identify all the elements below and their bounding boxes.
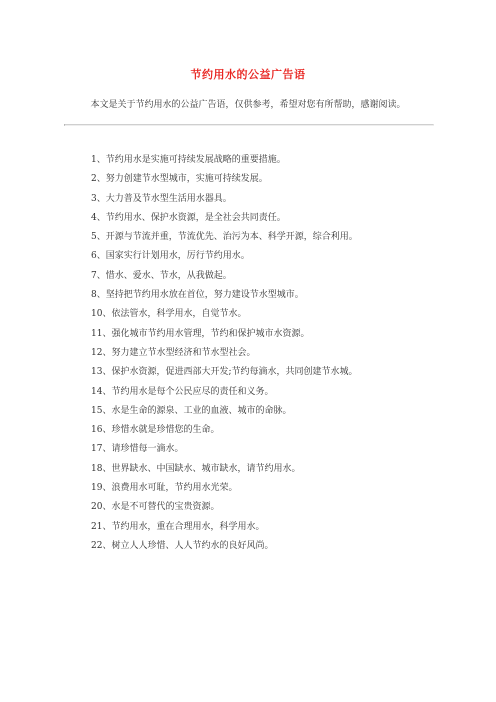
slogan-item: 15、水是生命的源泉、工业的血液、城市的命脉。 xyxy=(91,405,292,416)
slogan-item: 18、世界缺水、中国缺水、城市缺水，请节约用水。 xyxy=(91,463,301,474)
slogan-item: 1、节约用水是实施可持续发展战略的重要措施。 xyxy=(91,155,286,165)
slogan-item: 11、强化城市节约用水管理，节约和保护城市水资源。 xyxy=(91,328,310,339)
slogan-item: 17、请珍惜每一滴水。 xyxy=(91,444,184,455)
slogan-item: 22、树立人人珍惜、人人节约水的良好风尚。 xyxy=(91,540,274,551)
document-title: 节约用水的公益广告语 xyxy=(190,68,306,81)
slogan-item: 20、水是不可替代的宝贵资源。 xyxy=(91,502,220,513)
slogan-item: 19、浪费用水可耻，节约用水光荣。 xyxy=(91,483,238,494)
slogan-item: 4、节约用水、保护水资源，是全社会共同责任。 xyxy=(91,212,286,223)
slogan-item: 3、大力普及节水型生活用水器具。 xyxy=(91,193,232,204)
slogan-item: 14、节约用水是每个公民应尽的责任和义务。 xyxy=(91,386,274,397)
slogan-item: 6、国家实行计划用水，厉行节约用水。 xyxy=(91,251,250,262)
slogan-item: 12、努力建立节水型经济和节水型社会。 xyxy=(91,347,256,358)
slogan-item: 2、努力创建节水型城市，实施可持续发展。 xyxy=(91,174,268,185)
document-intro: 本文是关于节约用水的公益广告语，仅供参考，希望对您有所帮助，感谢阅读。 xyxy=(90,100,406,110)
slogan-item: 5、开源与节流并重，节流优先、治污为本、科学开源，综合利用。 xyxy=(91,232,358,243)
slogan-item: 21、节约用水，重在合理用水，科学用水。 xyxy=(91,521,265,532)
slogan-item: 7、惜水、爱水、节水，从我做起。 xyxy=(91,270,232,281)
slogan-list xyxy=(91,151,451,556)
divider xyxy=(64,124,434,126)
slogan-item: 16、珍惜水就是珍惜您的生命。 xyxy=(91,425,220,436)
slogan-item: 10、依法管水，科学用水，自觉节水。 xyxy=(91,309,247,320)
slogan-item: 13、保护水资源，促进西部大开发;节约每滴水，共同创建节水城。 xyxy=(91,367,358,378)
slogan-item: 8、坚持把节约用水放在首位，努力建设节水型城市。 xyxy=(91,290,304,301)
